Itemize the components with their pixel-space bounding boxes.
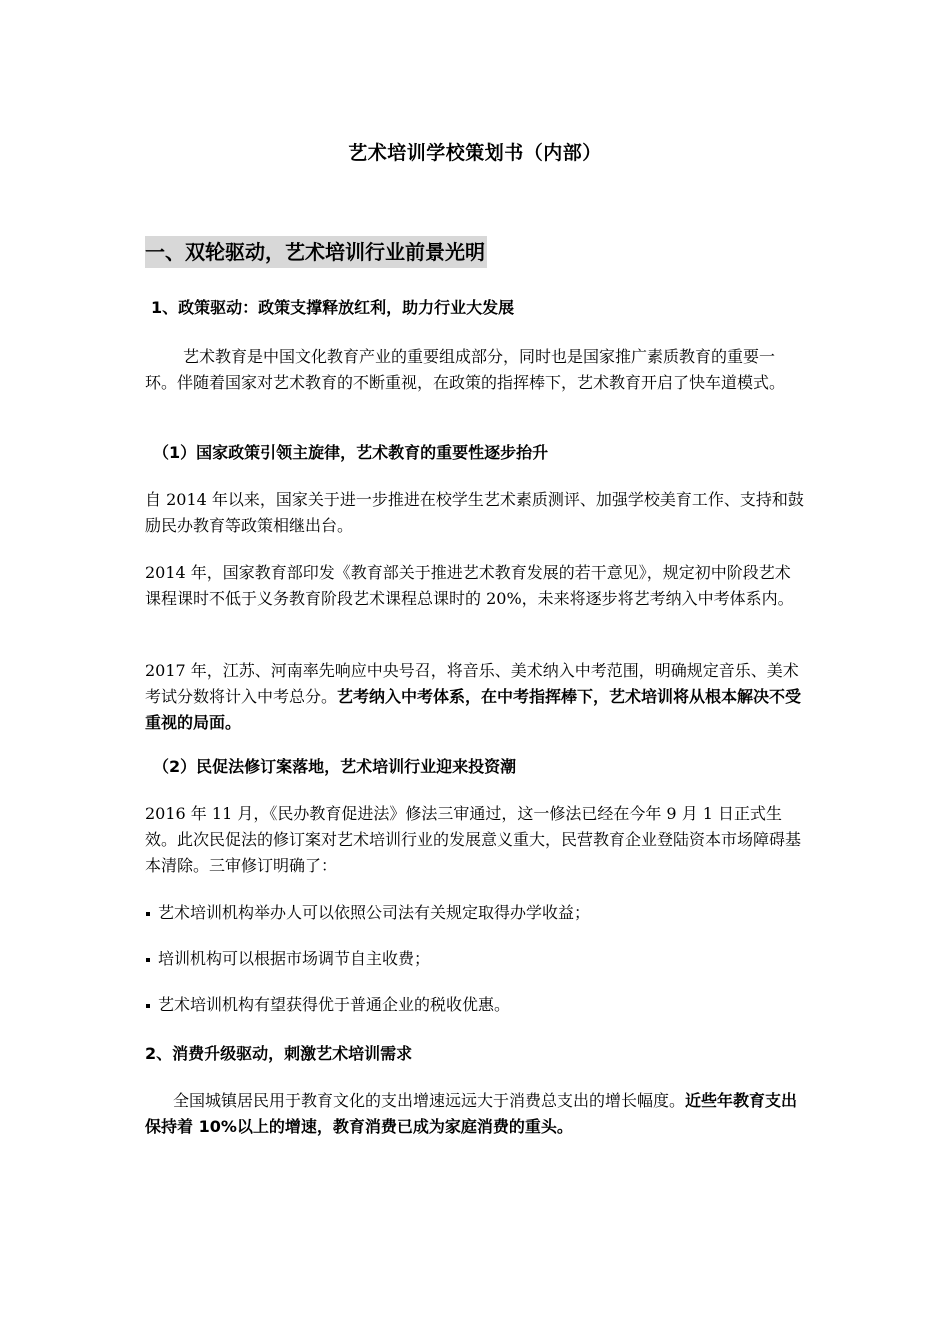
paragraph-consumption-bold: 近些年教育支出保持着 10%以上的增速，教育消费已成为家庭消费的重头。 bbox=[145, 1091, 798, 1136]
bullet-item-3: 艺术培训机构有望获得优于普通企业的税收优惠。 bbox=[145, 992, 805, 1018]
bullet-dot-icon bbox=[146, 912, 150, 916]
paragraph-2016-law: 2016 年 11 月，《民办教育促进法》修法三审通过，这一修法已经在今年 9 月 1 日正式生效。此次民促法的修订案对艺术培训行业的发展意义重大，民营教育企业登陆资本市场障碍基本清除。三审修订明确了： bbox=[145, 804, 802, 875]
intro-paragraph: 艺术教育是中国文化教育产业的重要组成部分，同时也是国家推广素质教育的重要一环。伴随着国家对艺术教育的不断重视，在政策的指挥棒下，艺术教育开启了快车道模式。 bbox=[145, 347, 786, 392]
bullet-dot-icon bbox=[146, 958, 150, 962]
paragraph-consumption-normal: 全国城镇居民用于教育文化的支出增速远远大于消费总支出的增长幅度。 bbox=[173, 1091, 686, 1110]
point-heading-1: （1）国家政策引领主旋律，艺术教育的重要性逐步抬升 bbox=[153, 443, 549, 462]
document-title: 艺术培训学校策划书（内部） bbox=[348, 142, 602, 164]
paragraph-2017-normal: 2017 年，江苏、河南率先响应中央号召，将音乐、美术纳入中考范围，明确规定音乐、美术考试分数将计入中考总分。 bbox=[145, 661, 799, 706]
subsection-heading-2: 2、消费升级驱动，刺激艺术培训需求 bbox=[145, 1044, 413, 1063]
subsection-heading-1: 1、政策驱动：政策支撑释放红利，助力行业大发展 bbox=[151, 298, 515, 317]
paragraph-2017 bbox=[145, 658, 805, 736]
paragraph-2014-policies: 自 2014 年以来，国家关于进一步推进在校学生艺术素质测评、加强学校美育工作、支持和鼓励民办教育等政策相继出台。 bbox=[145, 490, 804, 535]
point-heading-2: （2）民促法修订案落地，艺术培训行业迎来投资潮 bbox=[153, 757, 517, 776]
paragraph-consumption bbox=[145, 1088, 805, 1140]
paragraph-2017-bold: 艺考纳入中考体系，在中考指挥棒下，艺术培训将从根本解决不受重视的局面。 bbox=[145, 687, 802, 732]
section-heading-1: 一、双轮驱动，艺术培训行业前景光明 bbox=[145, 236, 487, 268]
bullet-item-2: 培训机构可以根据市场调节自主收费； bbox=[145, 946, 805, 972]
bullet-item-1: 艺术培训机构举办人可以依照公司法有关规定取得办学收益； bbox=[145, 900, 805, 926]
paragraph-2014-ministry: 2014 年，国家教育部印发《教育部关于推进艺术教育发展的若干意见》，规定初中阶段艺术课程课时不低于义务教育阶段艺术课程总课时的 20%，未来将逐步将艺考纳入中考体系内。 bbox=[145, 563, 794, 608]
bullet-dot-icon bbox=[146, 1004, 150, 1008]
